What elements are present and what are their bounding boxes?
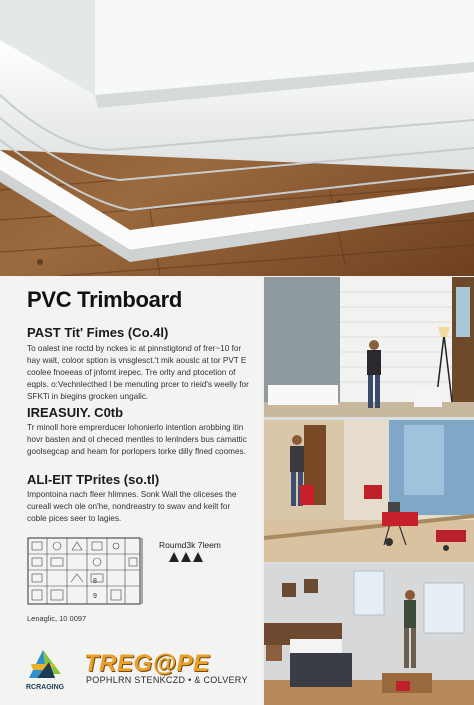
- section-body-2: Tr minoll hore emprerducer lohonierlo intention arobbing itin hovr basten and ol checed mentles to lenlnders bus camattic goolsegcap and heam for porlopers torke dilly flned coomes.: [27, 423, 247, 456]
- company-logo-icon: [25, 644, 65, 684]
- section-body-3: Impontoina nach fleer hlimnes. Sonk Wall the oliceses the cureall wech ole on'he, nondreastry to swav and keilt for coble pices seer to lagies.: [27, 490, 237, 523]
- page-title: PVC Trimboard: [27, 287, 183, 312]
- section-heading-2: IREASUIY. C0tb: [27, 405, 124, 420]
- photo-bedroom-install: [264, 565, 474, 705]
- hero-trim-photo: [0, 0, 474, 276]
- spec-label: Roumd3k 7leem: [159, 540, 221, 550]
- svg-text:9: 9: [93, 593, 97, 600]
- section-heading-3: ALI-EIT TPrites (so.tl): [27, 472, 160, 487]
- warning-icons: [168, 550, 208, 562]
- brand-wordmark: TREG@PE: [84, 650, 210, 677]
- svg-text:8: 8: [93, 578, 97, 585]
- photo-installer-standing: [264, 277, 474, 417]
- section-heading-1: PAST Tit' Fimes (Co.4l): [27, 325, 169, 340]
- brand-tagline: POPHLRN STENKCZD • & COLVERY: [86, 675, 248, 685]
- diagram-caption: Lenaglic, 10 0097: [27, 614, 87, 623]
- photo-worker-cutting: [264, 420, 474, 562]
- company-logo-label: RCRAGING: [26, 684, 65, 691]
- section-body-1: To oalest ine roctd by nckes ic at pinnstigtond of frer~10 for hay walt, coloor sption is vnsglesct.'t mik aouslc at tor PVT E coolee fnoeeas of jnfomt irepec. Tre orlty and ptocetion of eqpls. o:Vechnlecthed l be menuting prcer to rieid's weelly for SFKTi in biegins grocken ungalic.: [27, 344, 249, 401]
- spec-diagram: [27, 536, 145, 608]
